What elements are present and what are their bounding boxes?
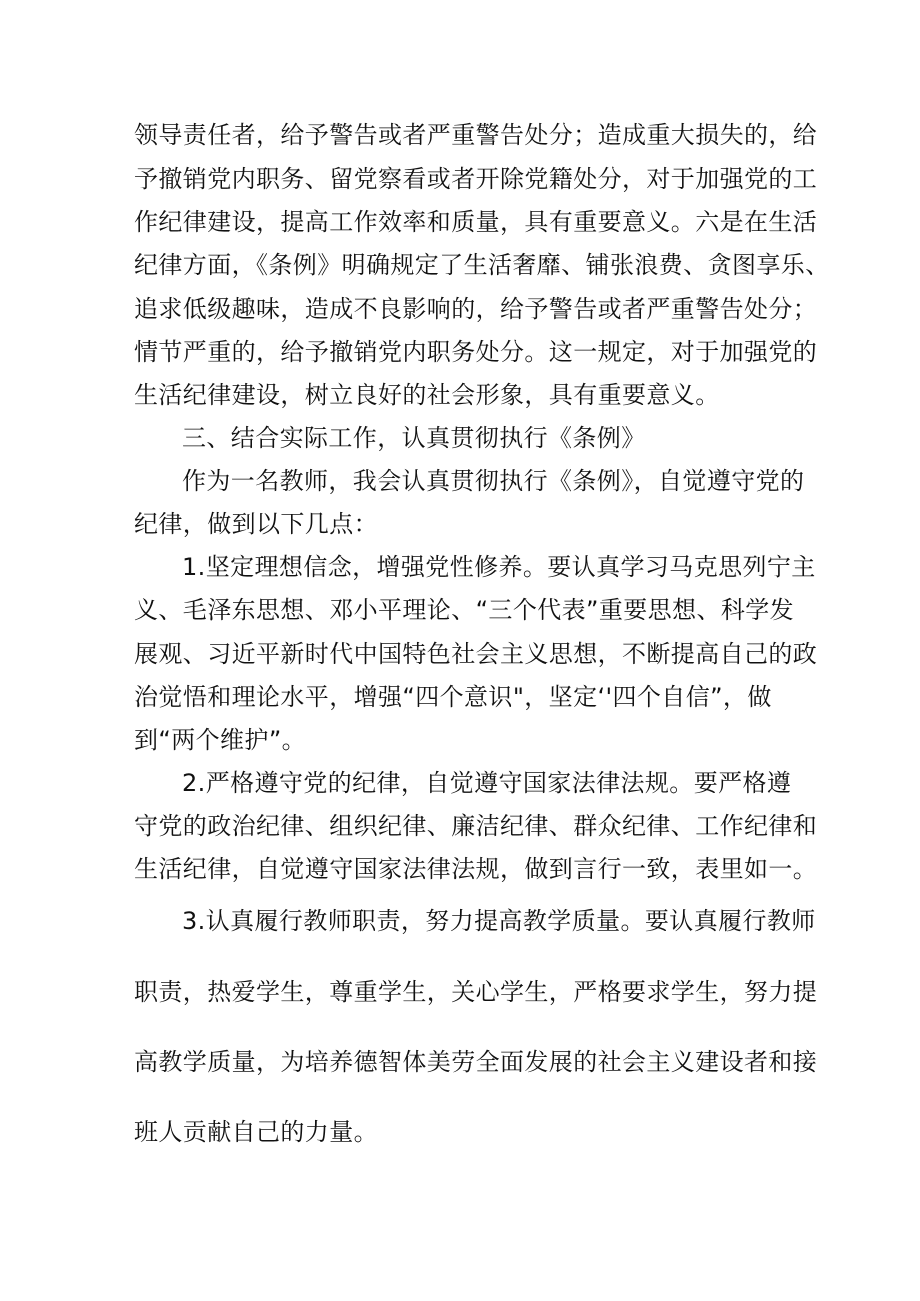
text-line: 予撤销党内职务、留党察看或者开除党籍处分，对于加强党的工 [134, 165, 818, 193]
section-heading: 三、结合实际工作，认真贯彻执行《条例》 [182, 424, 646, 452]
text-line: 作为一名教师，我会认真贯彻执行《条例》，自觉遵守党的 [182, 467, 805, 495]
list-item-3: 3.认真履行教师职责，努力提高教学质量。要认真履行教师 [182, 907, 816, 935]
list-item-1: 1.坚定理想信念，增强党性修养。要认真学习马克思列宁主 [182, 553, 816, 581]
text-line: 到“两个维护”。 [134, 726, 307, 754]
text-line: 展观、习近平新时代中国特色社会主义思想，不断提高自己的政 [134, 640, 818, 668]
text-line: 作纪律建设，提高工作效率和质量，具有重要意义。六是在生活 [134, 208, 818, 236]
text-line: 治觉悟和理论水平，增强“四个意识"，坚定‘'四个自信”，做 [134, 683, 772, 711]
text-line: 生活纪律，自觉遵守国家法律法规，做到言行一致，表里如一。 [134, 855, 818, 883]
text-line: 纪律方面，《条例》明确规定了生活奢靡、铺张浪费、贪图享乐、 [134, 251, 830, 279]
text-line: 职责，热爱学生，尊重学生，关心学生，严格要求学生，努力提 [134, 978, 818, 1006]
text-line: 纪律，做到以下几点： [134, 510, 378, 538]
text-line: 追求低级趣味，造成不良影响的，给予警告或者严重警告处分； [134, 295, 818, 323]
text-line: 生活纪律建设，树立良好的社会形象，具有重要意义。 [134, 381, 720, 409]
text-line: 高教学质量，为培养德智体美劳全面发展的社会主义建设者和接 [134, 1048, 818, 1076]
text-line: 义、毛泽东思想、邓小平理论、“三个代表”重要思想、科学发 [134, 596, 795, 624]
text-line: 领导责任者，给予警告或者严重警告处分；造成重大损失的，给 [134, 121, 818, 149]
text-line: 情节严重的，给予撤销党内职务处分。这一规定，对于加强党的 [134, 338, 818, 366]
text-line: 守党的政治纪律、组织纪律、廉洁纪律、群众纪律、工作纪律和 [134, 812, 818, 840]
list-item-2: 2.严格遵守党的纪律，自觉遵守国家法律法规。要严格遵 [182, 769, 792, 797]
text-line: 班人贡献自己的力量。 [134, 1118, 378, 1146]
